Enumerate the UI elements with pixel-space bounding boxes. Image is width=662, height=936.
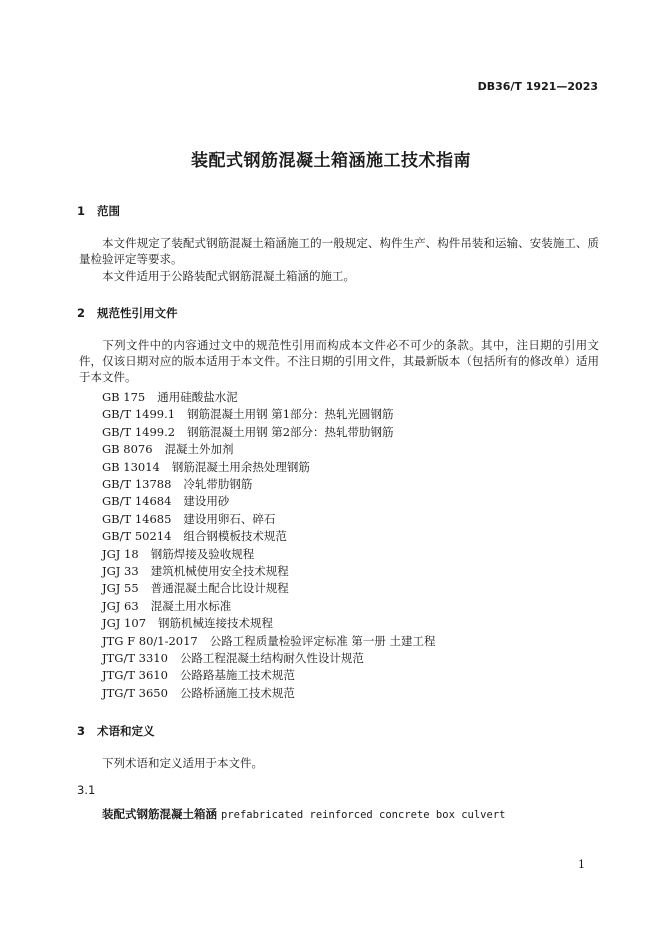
reference-item xyxy=(102,459,310,475)
term-chinese: 装配式钢筋混凝土箱涵 xyxy=(102,807,217,821)
reference-code: JGJ 18 xyxy=(102,546,139,561)
reference-code: JTG F 80/1-2017 xyxy=(102,633,198,648)
section-heading-normative-references xyxy=(77,305,178,321)
reference-code: JGJ 107 xyxy=(102,616,147,631)
reference-item xyxy=(102,633,436,649)
reference-code: JGJ 55 xyxy=(102,581,139,596)
reference-title: 普通混凝土配合比设计规程 xyxy=(150,581,289,596)
reference-item xyxy=(102,667,295,683)
reference-item xyxy=(102,476,252,492)
reference-item xyxy=(102,441,234,457)
reference-title: 混凝土外加剂 xyxy=(164,442,234,457)
reference-title: 公路工程质量检验评定标准 第一册 土建工程 xyxy=(209,633,436,648)
paragraph-scope-1: 本文件规定了装配式钢筋混凝土箱涵施工的一般规定、构件生产、构件吊装和运输、安装施工、质量检验评定等要求。 xyxy=(79,236,599,266)
reference-item xyxy=(102,650,364,666)
reference-title: 钢筋焊接及验收规程 xyxy=(150,546,255,561)
clause-number: 3.1 xyxy=(77,783,96,797)
reference-code: JTG/T 3650 xyxy=(102,685,168,700)
reference-code: GB/T 14684 xyxy=(102,494,172,509)
reference-title: 通用硅酸盐水泥 xyxy=(157,390,238,404)
section-number: 1 xyxy=(77,204,86,218)
reference-code: JGJ 63 xyxy=(102,598,139,613)
reference-title: 建筑机械使用安全技术规程 xyxy=(150,564,289,578)
reference-code: GB/T 14685 xyxy=(102,511,172,526)
section-title: 规范性引用文件 xyxy=(97,306,178,320)
reference-code: JTG/T 3610 xyxy=(102,668,168,683)
section-number: 3 xyxy=(77,724,86,738)
section-heading-scope xyxy=(77,203,120,219)
section-title: 范围 xyxy=(97,204,120,218)
reference-item xyxy=(102,493,229,509)
paragraph-references-intro: 下列文件中的内容通过文中的规范性引用而构成本文件必不可少的条款。其中，注日期的引用文件，仅该日期对应的版本适用于本文件。不注日期的引用文件，其最新版本（包括所有的修改单）适用于本文件。 xyxy=(79,338,599,384)
reference-code: JTG/T 3310 xyxy=(102,651,168,665)
reference-item xyxy=(102,528,287,544)
page-number: 1 xyxy=(578,858,585,871)
reference-code: GB/T 50214 xyxy=(102,529,172,544)
section-title: 术语和定义 xyxy=(97,724,155,738)
paragraph-scope-2: 本文件适用于公路装配式钢筋混凝土箱涵的施工。 xyxy=(102,269,355,283)
reference-title: 混凝土用水标准 xyxy=(150,598,232,613)
reference-title: 建设用卵石、碎石 xyxy=(183,511,276,526)
reference-item xyxy=(102,389,238,405)
reference-item xyxy=(102,685,295,701)
reference-code: GB/T 1499.1 xyxy=(102,407,176,422)
reference-item xyxy=(102,406,394,422)
reference-item xyxy=(102,424,394,440)
reference-code: GB 13014 xyxy=(102,459,160,474)
reference-item xyxy=(102,598,231,614)
document-id: DB36/T 1921—2023 xyxy=(477,80,598,93)
paragraph-terms-intro: 下列术语和定义适用于本文件。 xyxy=(102,756,263,770)
reference-code: GB 8076 xyxy=(102,442,153,457)
reference-item xyxy=(102,546,254,562)
reference-title: 钢筋混凝土用余热处理钢筋 xyxy=(171,459,310,474)
reference-item xyxy=(102,511,275,527)
reference-title: 冷轧带肋钢筋 xyxy=(183,477,253,491)
reference-code: GB 175 xyxy=(102,390,146,404)
reference-title: 钢筋混凝土用钢 第2部分：热轧带肋钢筋 xyxy=(187,424,394,439)
reference-title: 公路路基施工技术规范 xyxy=(179,668,295,683)
reference-title: 钢筋混凝土用钢 第1部分：热轧光圆钢筋 xyxy=(187,407,394,422)
reference-code: GB/T 1499.2 xyxy=(102,424,176,439)
reference-title: 建设用砂 xyxy=(183,494,230,509)
section-heading-terms xyxy=(77,723,155,739)
reference-item xyxy=(102,563,289,579)
section-number: 2 xyxy=(77,306,86,320)
reference-title: 组合钢模板技术规范 xyxy=(183,529,287,544)
document-title: 装配式钢筋混凝土箱涵施工技术指南 xyxy=(191,151,471,171)
reference-title: 钢筋机械连接技术规程 xyxy=(158,616,274,631)
reference-title: 公路桥涵施工技术规范 xyxy=(179,685,295,700)
reference-code: JGJ 33 xyxy=(102,564,139,578)
term-english: prefabricated reinforced concrete box culvert xyxy=(221,809,506,821)
reference-title: 公路工程混凝土结构耐久性设计规范 xyxy=(179,651,364,665)
reference-code: GB/T 13788 xyxy=(102,477,172,491)
reference-item xyxy=(102,580,289,596)
reference-item xyxy=(102,615,273,631)
term-entry xyxy=(102,806,505,822)
